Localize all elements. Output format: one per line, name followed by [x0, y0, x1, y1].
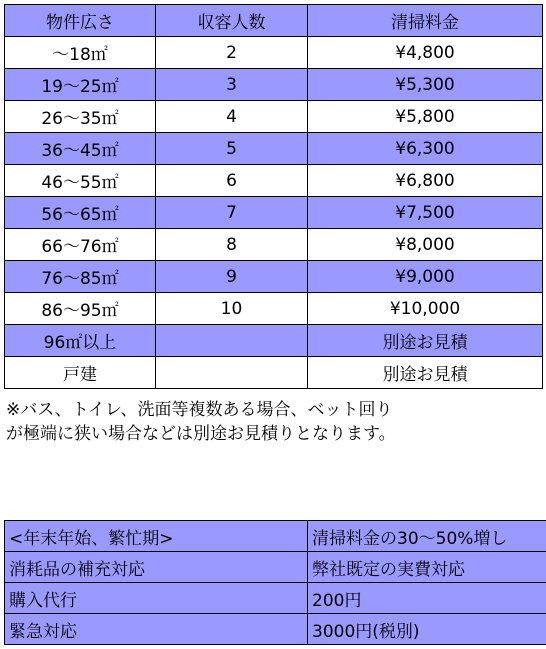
area-cell: 86〜95㎡ — [5, 293, 156, 325]
capacity-cell: 2 — [156, 37, 308, 69]
fee-cell: 別途お見積 — [308, 357, 543, 389]
capacity-cell — [156, 325, 308, 357]
table-row — [5, 101, 543, 133]
table-row — [5, 69, 543, 101]
extra-value-cell: 弊社既定の実費対応 — [308, 552, 546, 583]
fee-cell: ¥10,000 — [308, 293, 543, 325]
fee-cell: ¥5,800 — [308, 101, 543, 133]
price-note — [6, 398, 396, 446]
fee-cell: 別途お見積 — [308, 325, 543, 357]
table-row — [5, 37, 543, 69]
extra-label-cell: 購入代行 — [5, 583, 308, 614]
header-fee: 清掃料金 — [308, 5, 543, 37]
extra-label-cell: <年末年始、繁忙期> — [5, 521, 308, 552]
area-cell: 56〜65㎡ — [5, 197, 156, 229]
extra-value-cell: 200円 — [308, 583, 546, 614]
table-row — [5, 165, 543, 197]
table-row — [5, 197, 543, 229]
fee-cell: ¥4,800 — [308, 37, 543, 69]
table-row — [5, 583, 546, 614]
area-cell: 66〜76㎡ — [5, 229, 156, 261]
area-cell: 46〜55㎡ — [5, 165, 156, 197]
table-row — [5, 133, 543, 165]
capacity-cell: 8 — [156, 229, 308, 261]
extra-fee-table — [4, 520, 546, 645]
table-row — [5, 325, 543, 357]
table-row — [5, 293, 543, 325]
table-row — [5, 357, 543, 389]
header-capacity: 収容人数 — [156, 5, 308, 37]
fee-cell: ¥8,000 — [308, 229, 543, 261]
table-row — [5, 552, 546, 583]
extra-label-cell: 消耗品の補充対応 — [5, 552, 308, 583]
extra-label-cell: 緊急対応 — [5, 614, 308, 645]
area-cell: 76〜85㎡ — [5, 261, 156, 293]
price-table — [4, 4, 543, 389]
extra-value-cell: 3000円(税別) — [308, 614, 546, 645]
capacity-cell — [156, 357, 308, 389]
price-table-header-row — [5, 5, 543, 37]
area-cell: 36〜45㎡ — [5, 133, 156, 165]
fee-cell: ¥6,300 — [308, 133, 543, 165]
note-line-1: ※バス、トイレ、洗面等複数ある場合、ベット回り — [6, 400, 393, 420]
table-row — [5, 521, 546, 552]
note-line-2: が極端に狭い場合などは別途お見積りとなります。 — [6, 424, 396, 444]
capacity-cell: 9 — [156, 261, 308, 293]
area-cell: 〜18㎡ — [5, 37, 156, 69]
area-cell: 19〜25㎡ — [5, 69, 156, 101]
capacity-cell: 5 — [156, 133, 308, 165]
fee-cell: ¥5,300 — [308, 69, 543, 101]
area-cell: 戸建 — [5, 357, 156, 389]
area-cell: 26〜35㎡ — [5, 101, 156, 133]
table-row — [5, 261, 543, 293]
capacity-cell: 7 — [156, 197, 308, 229]
capacity-cell: 10 — [156, 293, 308, 325]
extra-value-cell: 清掃料金の30〜50%増し — [308, 521, 546, 552]
capacity-cell: 3 — [156, 69, 308, 101]
header-area: 物件広さ — [5, 5, 156, 37]
fee-cell: ¥7,500 — [308, 197, 543, 229]
capacity-cell: 4 — [156, 101, 308, 133]
table-row — [5, 229, 543, 261]
table-row — [5, 614, 546, 645]
fee-cell: ¥6,800 — [308, 165, 543, 197]
fee-cell: ¥9,000 — [308, 261, 543, 293]
capacity-cell: 6 — [156, 165, 308, 197]
area-cell: 96㎡以上 — [5, 325, 156, 357]
